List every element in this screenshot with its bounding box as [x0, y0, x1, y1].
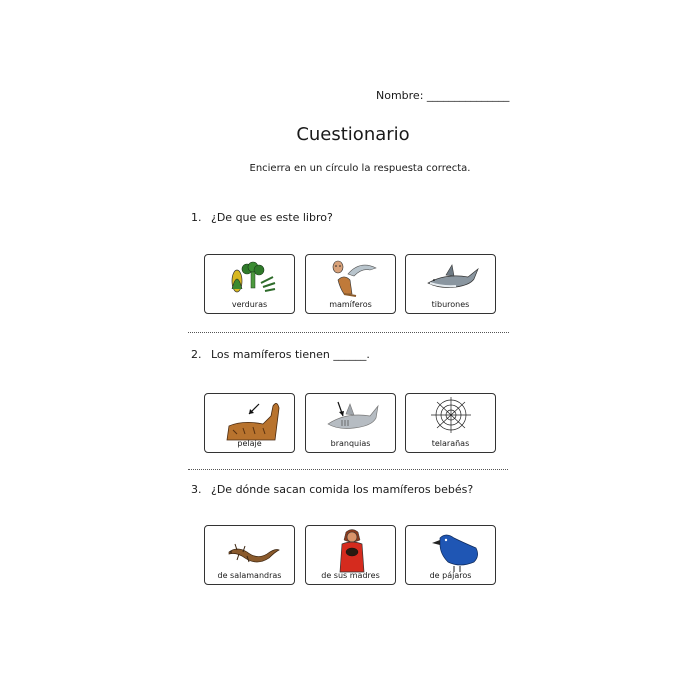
answer-card-madres[interactable] — [305, 525, 396, 585]
question-1-text: ¿De que es este libro? — [211, 211, 333, 224]
answer-card-mamiferos[interactable] — [305, 254, 396, 314]
answer-card-verduras[interactable] — [204, 254, 295, 314]
answer-label: pelaje — [237, 439, 262, 448]
question-3-number: 3. — [191, 483, 202, 496]
question-2 — [191, 348, 370, 361]
question-3 — [191, 483, 473, 496]
answer-card-telaranas[interactable] — [405, 393, 496, 453]
answer-card-branquias[interactable] — [305, 393, 396, 453]
answer-card-salamandras[interactable] — [204, 525, 295, 585]
section-divider — [188, 469, 508, 470]
page-title: Cuestionario — [296, 124, 410, 145]
question-1-number: 1. — [191, 211, 202, 224]
instruction-text: Encierra en un círculo la respuesta correcta. — [249, 163, 471, 174]
answer-label: de salamandras — [217, 571, 282, 580]
answer-label: de pájaros — [429, 571, 472, 580]
section-divider — [188, 332, 509, 333]
question-2-number: 2. — [191, 348, 202, 361]
answer-label: telarañas — [431, 439, 470, 448]
answer-card-pajaros[interactable] — [405, 525, 496, 585]
answer-label: verduras — [231, 300, 268, 309]
answer-card-pelaje[interactable] — [204, 393, 295, 453]
answer-label: mamíferos — [329, 300, 372, 309]
question-1 — [191, 211, 333, 224]
answer-card-tiburones[interactable] — [405, 254, 496, 314]
name-label: Nombre: — [376, 89, 424, 102]
question-2-text: Los mamíferos tienen ______. — [211, 348, 370, 361]
name-field[interactable] — [376, 89, 509, 102]
answer-label: branquias — [330, 439, 371, 448]
question-3-text: ¿De dónde sacan comida los mamíferos bebés? — [211, 483, 474, 496]
name-blank[interactable]: _______________ — [426, 89, 510, 102]
answer-label: tiburones — [431, 300, 470, 309]
answer-label: de sus madres — [321, 571, 380, 580]
